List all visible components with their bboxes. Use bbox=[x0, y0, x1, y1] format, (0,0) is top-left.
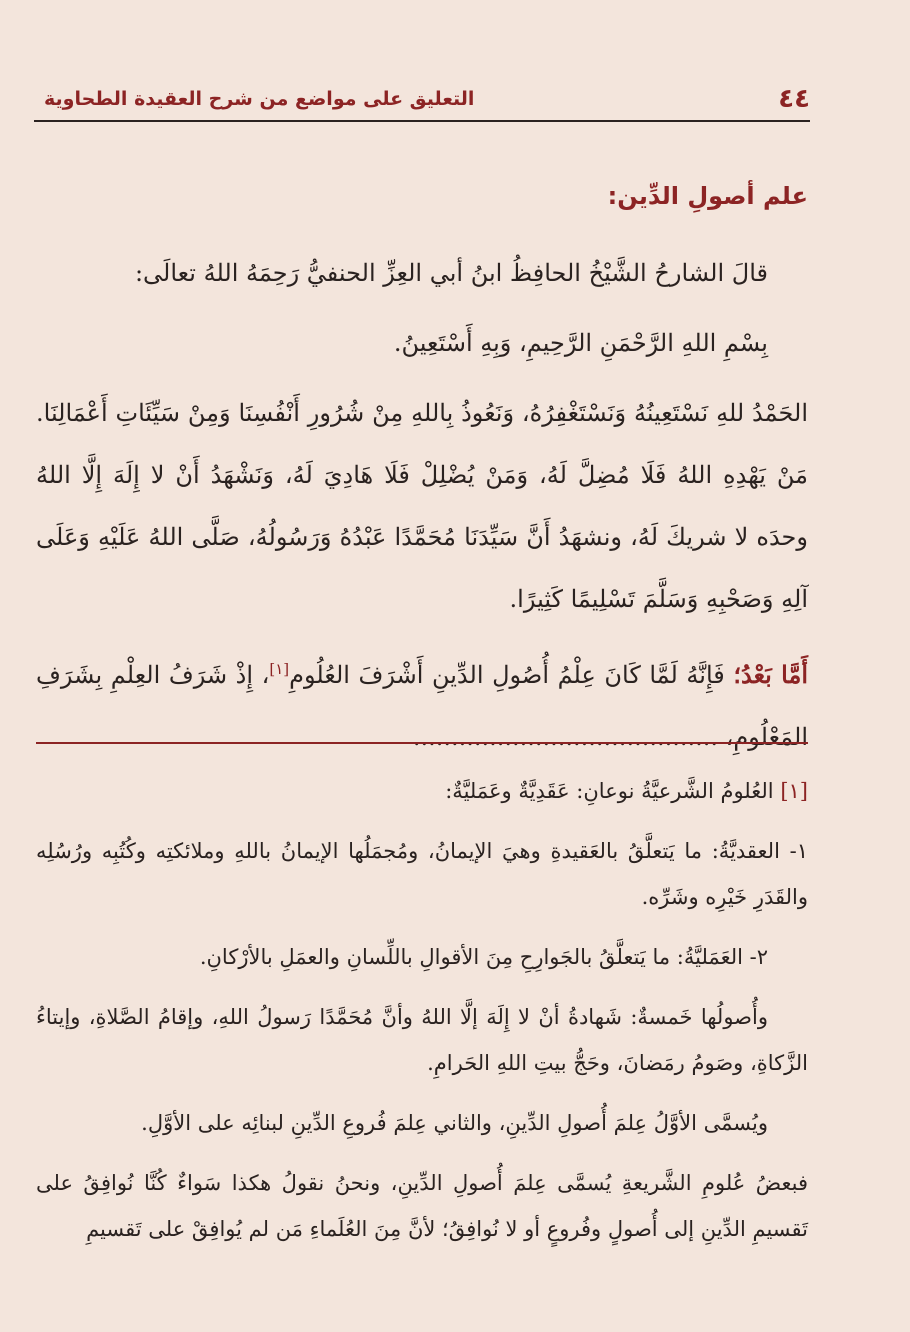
amma-badu-lead: أَمَّا بَعْدُ؛ bbox=[733, 659, 808, 689]
footnote-1-text: العُلومُ الشَّرعيَّةُ نوعانِ: عَقَدِيَّةٌ وعَمَليَّةٌ: bbox=[445, 779, 774, 803]
footnote-number: [١] bbox=[780, 779, 808, 803]
footnote-1 bbox=[36, 768, 808, 814]
footnote-divider bbox=[36, 742, 808, 744]
paragraph-amma-badu bbox=[36, 638, 808, 768]
footnote-item-taqsim: فبعضُ عُلومِ الشَّريعةِ يُسمَّى عِلمَ أُصولِ الدِّينِ، ونحنُ نقولُ هكذا سَواءٌ كُنَّا نُوافِقُ على تَقسيمِ الدِّينِ إلى أُصولٍ وفُروعٍ أو لا نُوافِقُ؛ لأنَّ مِنَ العُلَماءِ مَن لم يُوافِقْ على تَقسيمِ bbox=[36, 1171, 808, 1241]
footnote-item-amaliyya: ٢- العَمَليَّةُ: ما يَتعلَّقُ بالجَوارِحِ مِنَ الأقوالِ باللِّسانِ والعمَلِ بالأرْكانِ. bbox=[199, 945, 768, 969]
footnotes bbox=[36, 768, 808, 1266]
amma-badu-text: فَإِنَّهُ لَمَّا كَانَ عِلْمُ أُصُولِ الدِّينِ أَشْرَفَ العُلُومِ bbox=[289, 660, 725, 689]
section-heading: علم أصولِ الدِّين: bbox=[607, 182, 808, 210]
amma-badu-text-end: ، إِذْ شَرَفُ العِلْمِ بِشَرَفِ المَعْلُومِ، ........................................ bbox=[36, 660, 808, 751]
running-title: التعليق على مواضع من شرح العقيدة الطحاوية bbox=[44, 88, 475, 110]
footnote-item-tasmiya: ويُسمَّى الأوَّلُ عِلمَ أُصولِ الدِّينِ، والثاني عِلمَ فُروعِ الدِّينِ لبنائِه على الأوَّلِ. bbox=[141, 1111, 768, 1135]
main-text bbox=[36, 180, 808, 776]
paragraph-intro: قالَ الشارحُ الشَّيْخُ الحافِظُ ابنُ أبي العِزِّ الحنفيُّ رَحِمَهُ اللهُ تعالَى: bbox=[134, 258, 768, 287]
header-divider bbox=[34, 120, 810, 122]
paragraph-hamd: الحَمْدُ للهِ نَسْتَعِينُهُ وَنَسْتَغْفِرُهُ، وَنَعُوذُ بِاللهِ مِنْ شُرُورِ أَنْفُسِنَا وَمِنْ سَيِّئَاتِ أَعْمَالِنَا. مَنْ يَهْدِهِ اللهُ فَلَا مُضِلَّ لَهُ، وَمَنْ يُضْلِلْ فَلَا هَادِيَ لَهُ، وَنَشْهَدُ أَنْ لا إِلَهَ إِلَّا اللهُ وحدَه لا شريكَ لَهُ، ونشهَدُ أَنَّ سَيِّدَنَا مُحَمَّدًا عَبْدُهُ وَرَسُولُهُ، صَلَّى اللهُ عَلَيْهِ وَعَلَى آلِهِ وَصَحْبِهِ وَسَلَّمَ تَسْلِيمًا كَثِيرًا. bbox=[36, 398, 809, 613]
paragraph-basmala: بِسْمِ اللهِ الرَّحْمَنِ الرَّحِيمِ، وَبِهِ أَسْتَعِينُ. bbox=[393, 328, 768, 357]
footnote-reference[interactable]: [١] bbox=[269, 659, 290, 678]
footnote-item-aqadiyya: ١- العقديَّةُ: ما يَتعلَّقُ بالعَقيدةِ وهيَ الإيمانُ، ومُجمَلُها الإيمانُ باللهِ وملائكتِه وكُتُبِه ورُسُلِه والقَدَرِ خَيْرِه وشَرِّه. bbox=[36, 839, 808, 909]
page-number: ٤٤ bbox=[778, 84, 810, 114]
page-header bbox=[34, 84, 810, 124]
footnote-item-usul: وأُصولُها خَمسةٌ: شَهادةُ أنْ لا إِلَهَ إلَّا اللهُ وأنَّ مُحَمَّدًا رَسولُ اللهِ، وإقامُ الصَّلاةِ، وإيتاءُ الزَّكاةِ، وصَومُ رمَضانَ، وحَجُّ بيتِ اللهِ الحَرامِ. bbox=[36, 1005, 808, 1075]
